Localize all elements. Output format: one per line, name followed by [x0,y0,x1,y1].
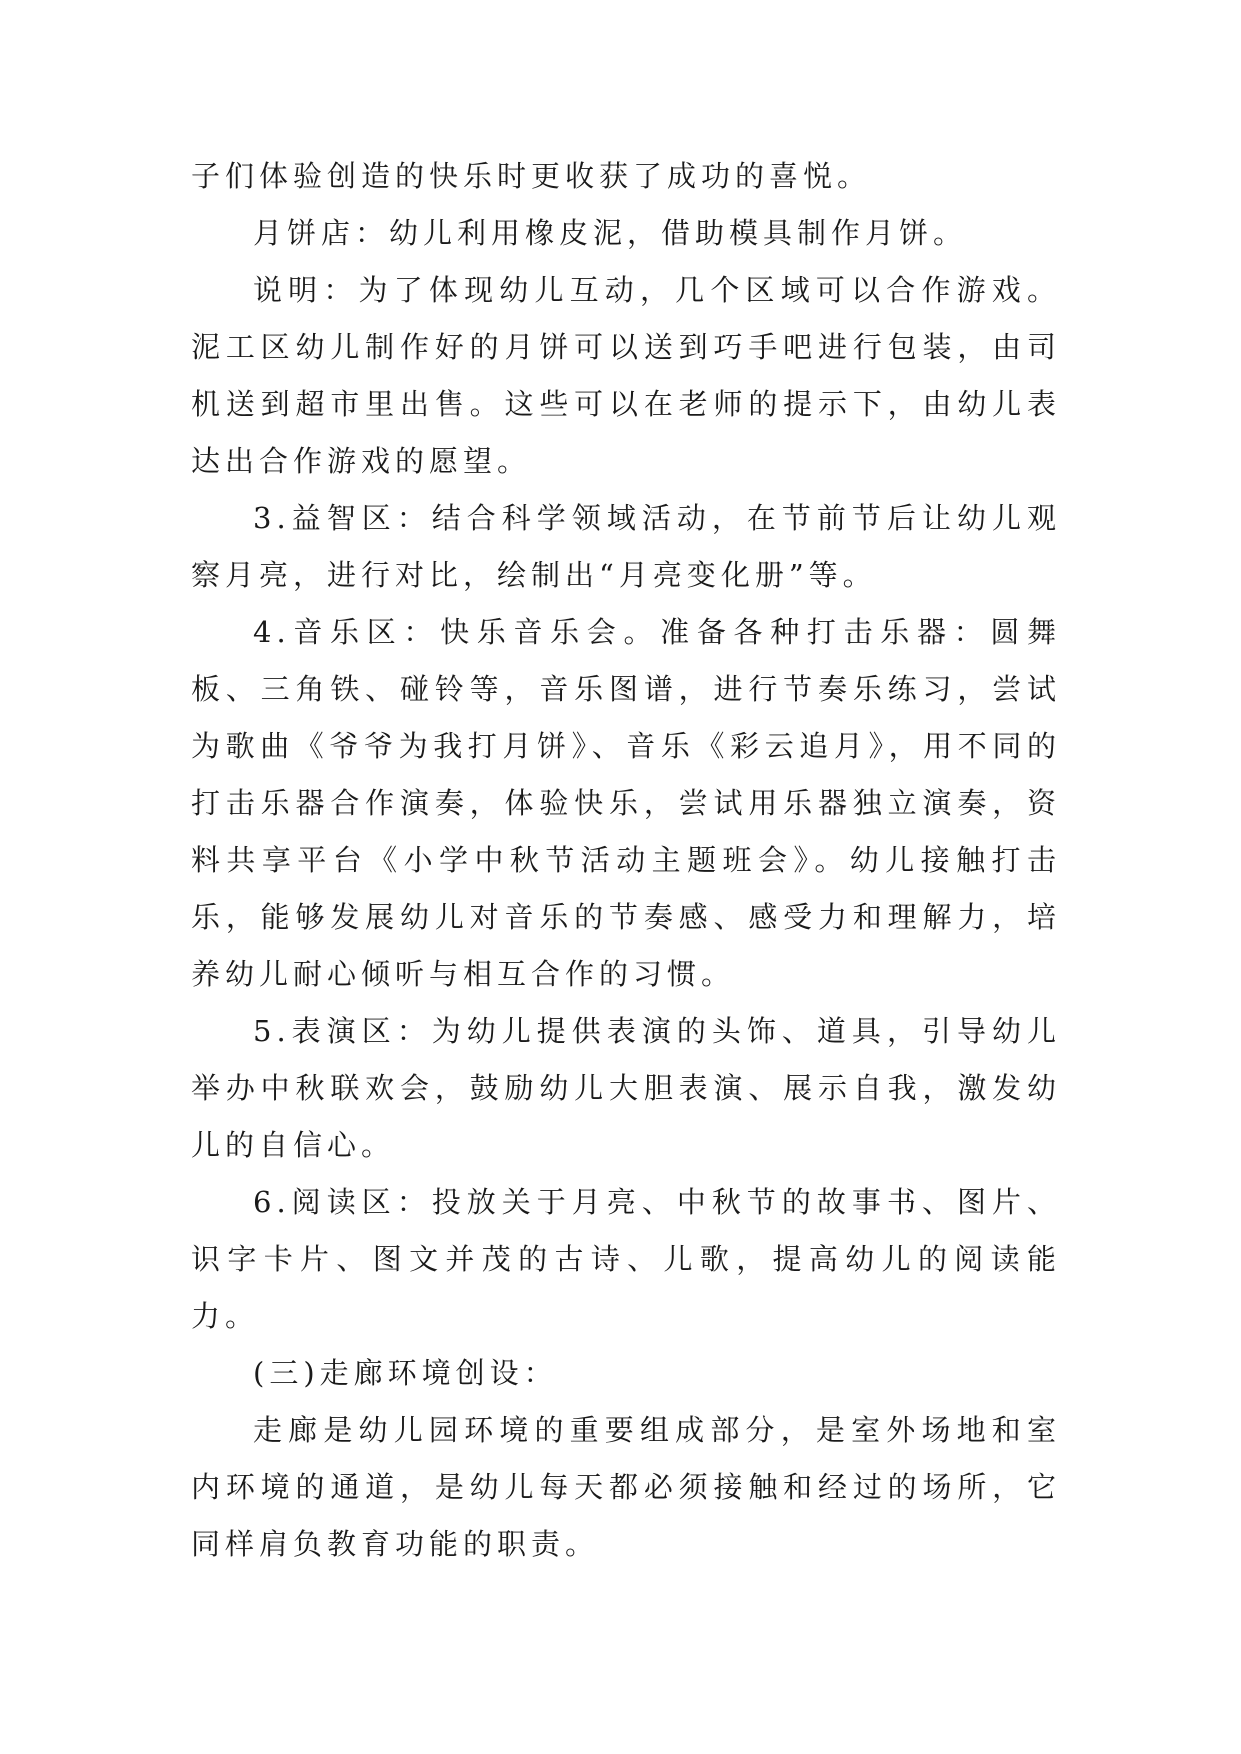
paragraph-corridor: 走廊是幼儿园环境的重要组成部分，是室外场地和室内环境的通道，是幼儿每天都必须接触和经过的场所，它同样肩负教育功能的职责。 [191,1413,1061,1561]
document-body [191,148,1061,1573]
paragraph-explanation: 说明：为了体现幼儿互动，几个区域可以合作游戏。泥工区幼儿制作好的月饼可以送到巧手吧进行包装，由司机送到超市里出售。这些可以在老师的提示下，由幼儿表达出合作游戏的愿望。 [191,273,1061,478]
paragraph-performance-area: 5.表演区：为幼儿提供表演的头饰、道具，引导幼儿举办中秋联欢会，鼓励幼儿大胆表演、展示自我，激发幼儿的自信心。 [191,1014,1061,1162]
paragraph-mooncake-shop: 月饼店：幼儿利用橡皮泥，借助模具制作月饼。 [253,216,968,250]
paragraph-reading-area: 6.阅读区：投放关于月亮、中秋节的故事书、图片、识字卡片、图文并茂的古诗、儿歌，提高幼儿的阅读能力。 [191,1185,1061,1333]
section-heading-corridor: (三)走廊环境创设： [253,1356,558,1390]
paragraph-continuation: 子们体验创造的快乐时更收获了成功的喜悦。 [191,159,872,193]
paragraph-music-area: 4.音乐区：快乐音乐会。准备各种打击乐器：圆舞板、三角铁、碰铃等，音乐图谱，进行节奏乐练习，尝试为歌曲《爷爷为我打月饼》、音乐《彩云追月》，用不同的打击乐器合作演奏，体验快乐，尝试用乐器独立演奏，资料共享平台《小学中秋节活动主题班会》。幼儿接触打击乐，能够发展幼儿对音乐的节奏感、感受力和理解力，培养幼儿耐心倾听与相互合作的习惯。 [191,615,1061,991]
paragraph-puzzle-area: 3.益智区：结合科学领域活动，在节前节后让幼儿观察月亮，进行对比，绘制出“月亮变化册”等。 [191,501,1061,592]
